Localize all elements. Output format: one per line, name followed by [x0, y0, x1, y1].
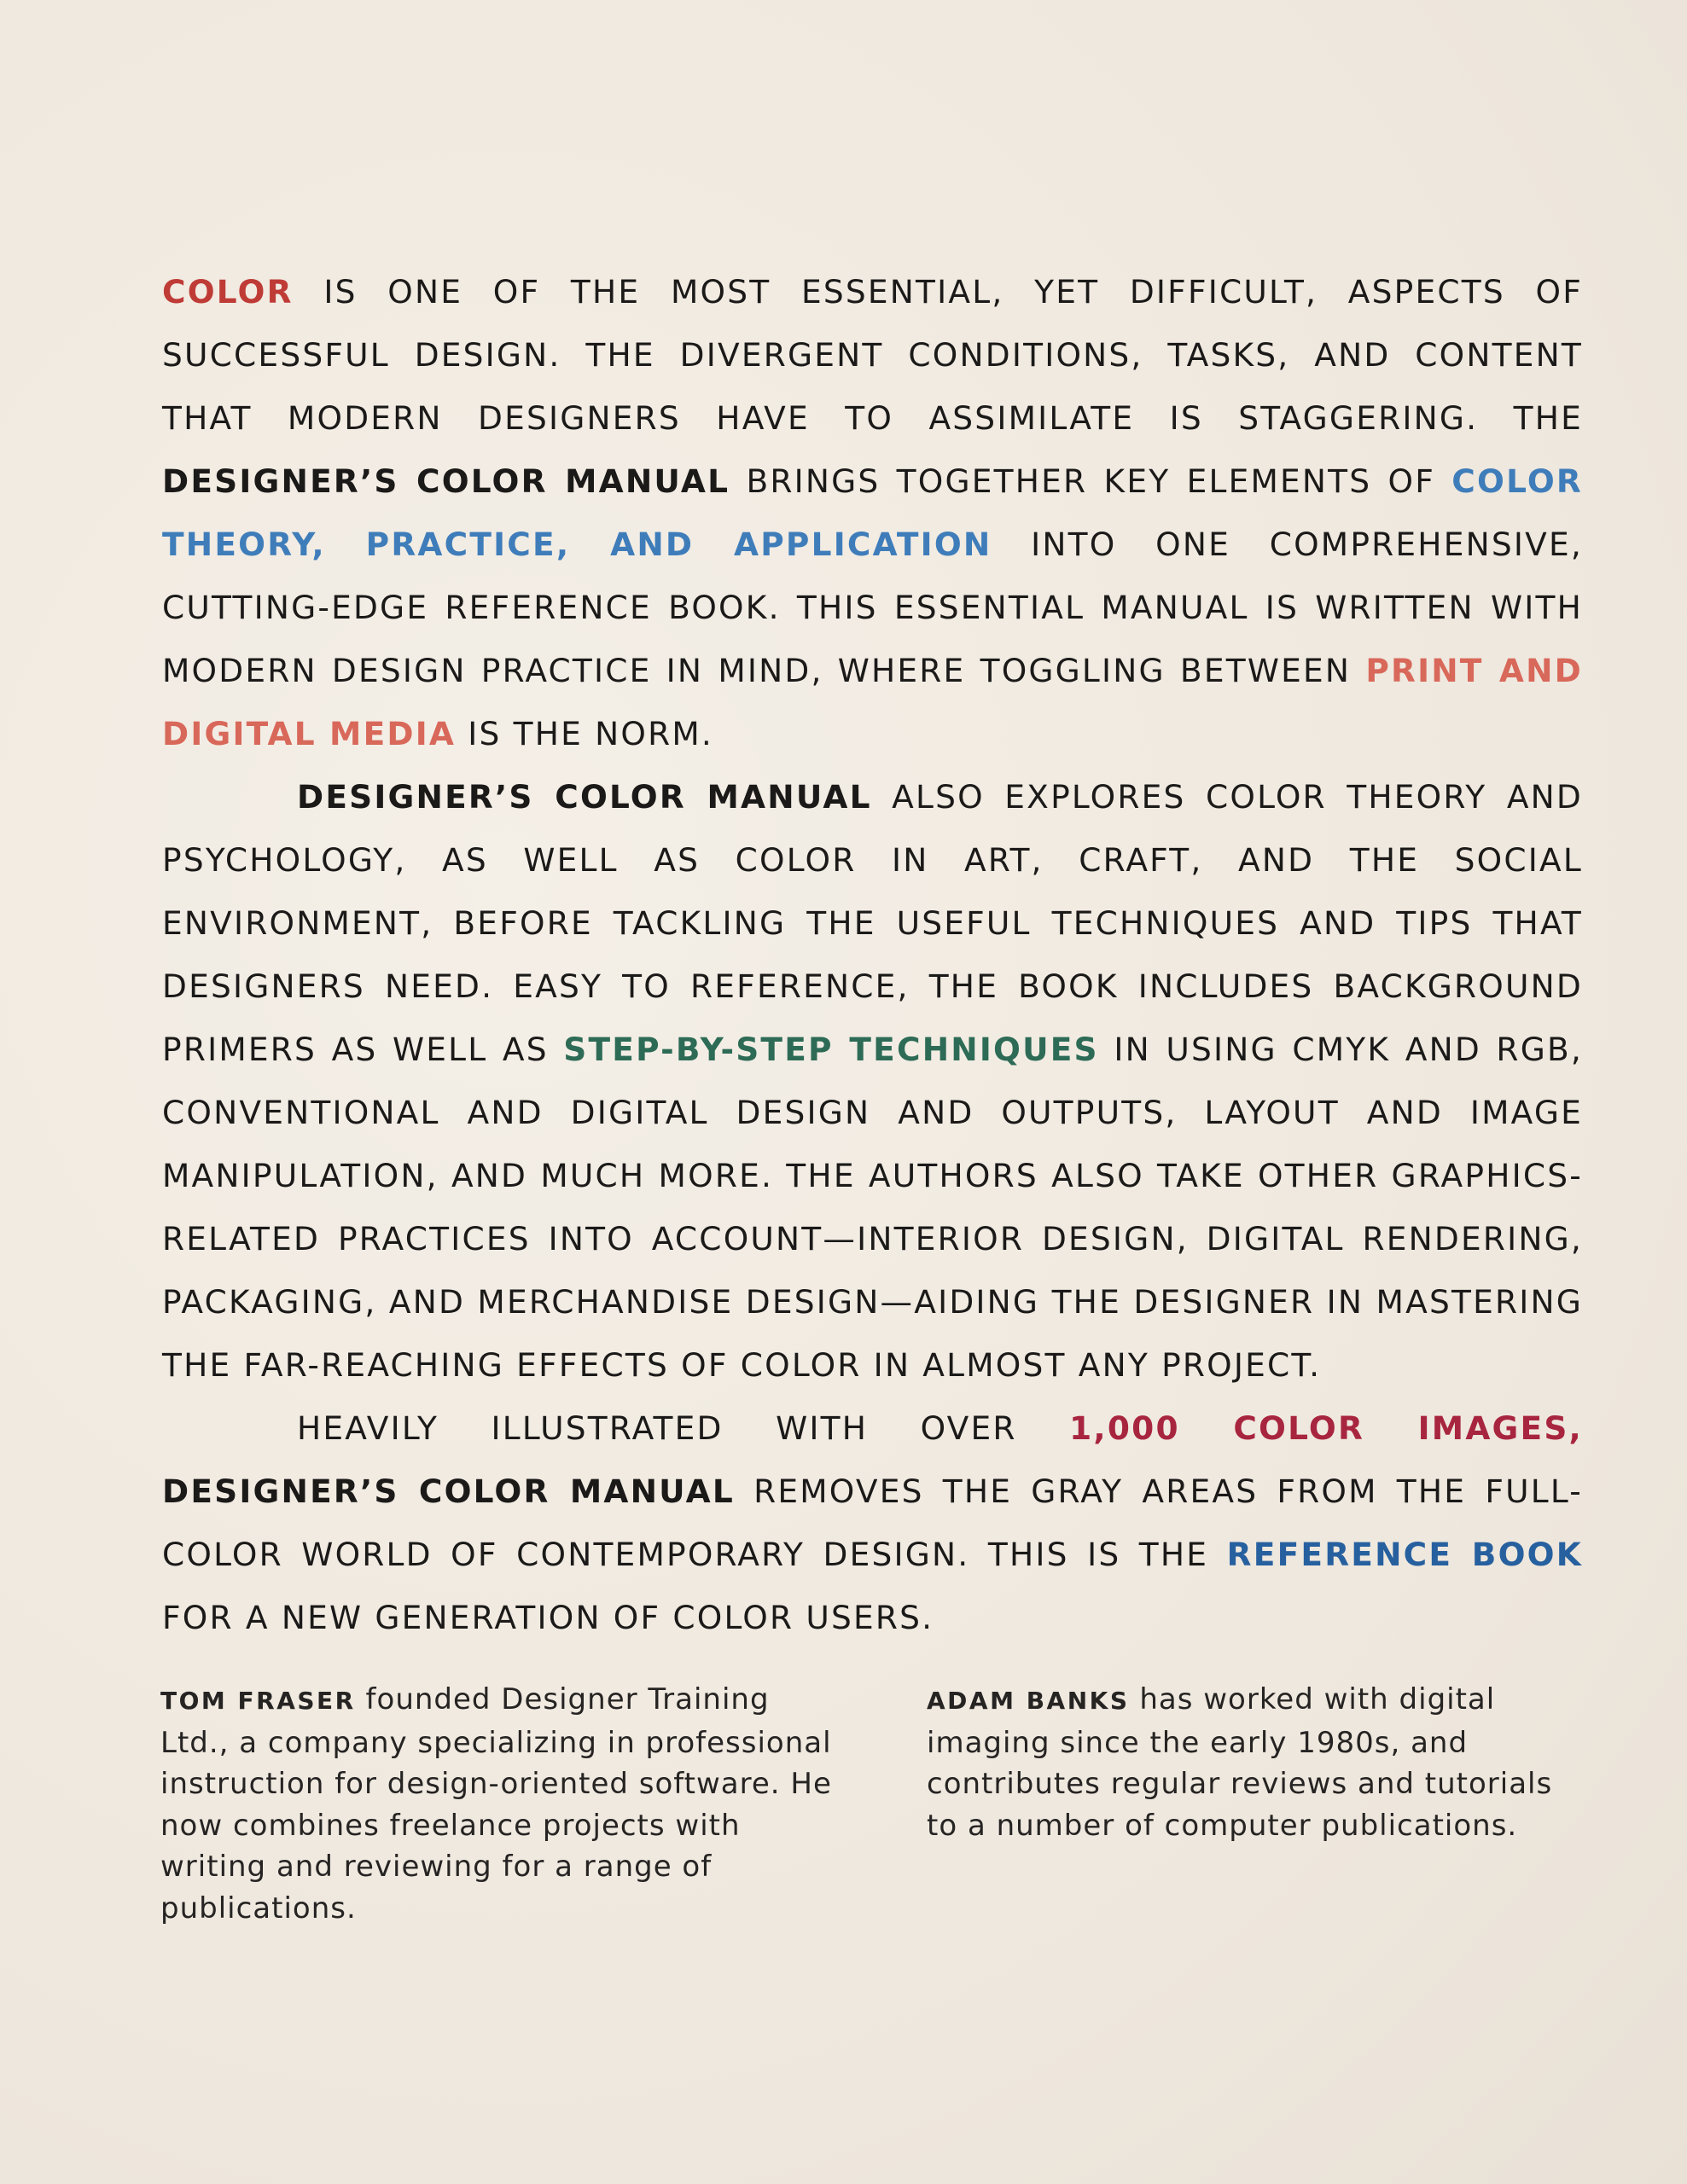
author-bio-text-tom-fraser: founded Designer Training Ltd., a company specializing in professional instruction for design-oriented software. He now combines freelance projects with writing and reviewing for a range of publications. — [160, 1682, 832, 1926]
body-text: IS ONE OF THE MOST ESSENTIAL, YET DIFFICULT, ASPECTS OF SUCCESSFUL DESIGN. THE DIVERGENT CONDITIONS, TASKS, AND CONTENT THAT MODERN DESIGNERS HAVE TO ASSIMILATE IS STAGGERING. THE — [162, 273, 1583, 437]
highlight-text: 1,000 COLOR IMAGES, — [1069, 1409, 1583, 1447]
description-paragraph-2 — [162, 765, 1583, 1397]
book-title-text: DESIGNER’S COLOR MANUAL — [297, 778, 872, 816]
body-text: ALSO EXPLORES COLOR THEORY AND PSYCHOLOGY, AS WELL AS COLOR IN ART, CRAFT, AND THE SOCIAL ENVIRONMENT, BEFORE TACKLING THE USEFUL TECHNIQUES AND TIPS THAT DESIGNERS NEED. EASY TO REFERENCE, THE BOOK INCLUDES BACKGROUND PRIMERS AS WELL AS — [162, 778, 1584, 1068]
highlight-text: STEP-BY-STEP TECHNIQUES — [563, 1031, 1099, 1068]
author-bio-tom-fraser — [160, 1679, 835, 1929]
description-paragraph-1 — [162, 260, 1583, 765]
body-text: BRINGS TOGETHER KEY ELEMENTS OF — [730, 462, 1452, 500]
author-bio-text-adam-banks: has worked with digital imaging since the early 1980s, and contributes regular reviews and tutorials to a number of computer publications. — [927, 1682, 1553, 1843]
description-paragraph-3 — [162, 1397, 1583, 1649]
highlight-text: REFERENCE BOOK — [1226, 1536, 1584, 1573]
book-title-text: DESIGNER’S COLOR MANUAL — [162, 1472, 735, 1510]
body-text: IN USING CMYK AND RGB, CONVENTIONAL AND DIGITAL DESIGN AND OUTPUTS, LAYOUT AND IMAGE MANIPULATION, AND MUCH MORE. THE AUTHORS ALSO TAKE OTHER GRAPHICS-RELATED PRACTICES INTO ACCOUNT—INTERIOR DESIGN, DIGITAL RENDERING, PACKAGING, AND MERCHANDISE DESIGN—AIDING THE DESIGNER IN MASTERING THE FAR-REACHING EFFECTS OF COLOR IN ALMOST ANY PROJECT. — [162, 1031, 1583, 1384]
cover-description — [162, 260, 1583, 1649]
author-bio-adam-banks — [927, 1679, 1575, 1846]
body-text: IS THE NORM. — [456, 715, 714, 752]
author-name-adam-banks: ADAM BANKS — [927, 1687, 1130, 1715]
body-text: FOR A NEW GENERATION OF COLOR USERS. — [162, 1599, 934, 1636]
body-text: INTO ONE COMPREHENSIVE, CUTTING-EDGE REFERENCE BOOK. THIS ESSENTIAL MANUAL IS WRITTEN WITH MODERN DESIGN PRACTICE IN MIND, WHERE TOGGLING BETWEEN — [162, 526, 1583, 689]
highlight-text: COLOR — [162, 273, 294, 311]
highlight-text: COLOR THEORY, PRACTICE, AND APPLICATION — [162, 462, 1583, 563]
book-title-text: DESIGNER’S COLOR MANUAL — [162, 462, 730, 500]
highlight-text: PRINT AND DIGITAL MEDIA — [162, 652, 1583, 752]
body-text: HEAVILY ILLUSTRATED WITH OVER — [297, 1409, 1070, 1447]
author-name-tom-fraser: TOM FRASER — [160, 1687, 356, 1715]
body-text: REMOVES THE GRAY AREAS FROM THE FULL-COLOR WORLD OF CONTEMPORARY DESIGN. THIS IS THE — [162, 1472, 1583, 1573]
